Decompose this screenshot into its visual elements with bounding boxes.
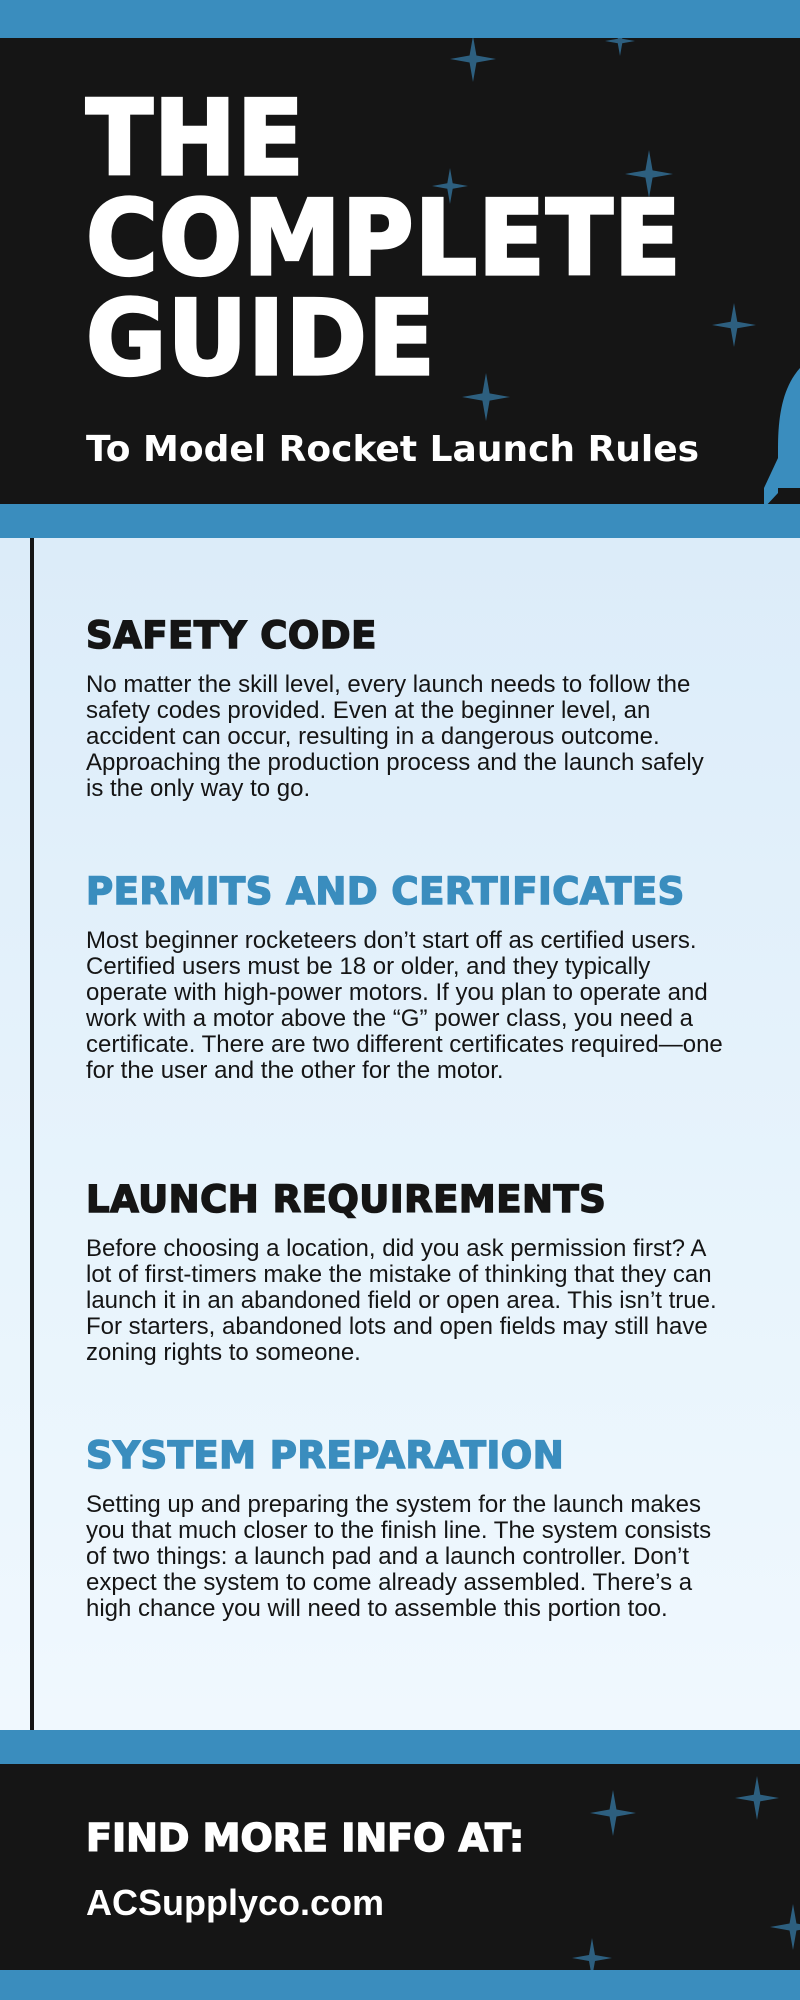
title-line-1: THE (86, 78, 305, 200)
section-body: Setting up and preparing the system for the launch makes you that much closer to the finish line. The system consists of two things: a launch pad and a launch controller. Don’t expect the system to come already assembled. There’s a high chance you will need to assemble this portion too. (86, 1491, 712, 1622)
section-body: No matter the skill level, every launch needs to follow the safety codes provided. Even at the beginner level, an accident can occur, resulting in a dangerous outcome. Approaching the production process and the launch safely is the only way to go. (86, 671, 704, 802)
section-system-preparation (86, 1434, 726, 1622)
star-icon (462, 373, 510, 421)
star-icon (450, 38, 496, 82)
subtitle: To Model Rocket Launch Rules (86, 429, 700, 470)
section-safety-code (86, 614, 726, 802)
section-permits-certificates (86, 870, 726, 1084)
rocket-icon (760, 368, 800, 504)
section-body: Most beginner rocketeers don’t start off as certified users. Certified users must be 18 or older, and they typically operate with high-power motors. If you plan to operate and work with a motor above the “G” power class, you need a certificate. There are two different certificates required—one for the user and the other for the motor. (86, 927, 723, 1084)
star-icon (712, 303, 756, 347)
star-icon (605, 38, 635, 56)
star-icon (590, 1790, 636, 1836)
website-link[interactable]: ACSupplyco.com (86, 1882, 385, 1923)
section-launch-requirements (86, 1178, 726, 1366)
footer-title: FIND MORE INFO AT: (86, 1816, 525, 1860)
header-banner (0, 38, 800, 504)
content-left-border (30, 538, 34, 1730)
section-heading: PERMITS AND CERTIFICATES (86, 870, 685, 913)
star-icon (735, 1776, 779, 1820)
footer-banner (0, 1764, 800, 1970)
header-divider-stripe (0, 504, 800, 538)
section-heading: SAFETY CODE (86, 614, 377, 657)
bottom-accent-stripe (0, 1970, 800, 2000)
section-heading: LAUNCH REQUIREMENTS (86, 1178, 607, 1221)
footer-divider-stripe (0, 1730, 800, 1764)
content-panel (0, 538, 800, 1730)
star-icon (770, 1904, 800, 1950)
section-body: Before choosing a location, did you ask permission first? A lot of first-timers make the mistake of thinking that they can launch it in an abandoned field or open area. This isn’t true. For starters, abandoned lots and open fields may still have zoning rights to someone. (86, 1235, 717, 1366)
section-heading: SYSTEM PREPARATION (86, 1434, 565, 1477)
title-line-3: GUIDE (86, 278, 436, 400)
star-icon (572, 1938, 612, 1970)
top-accent-stripe (0, 0, 800, 38)
title-line-2: COMPLETE (86, 178, 682, 300)
